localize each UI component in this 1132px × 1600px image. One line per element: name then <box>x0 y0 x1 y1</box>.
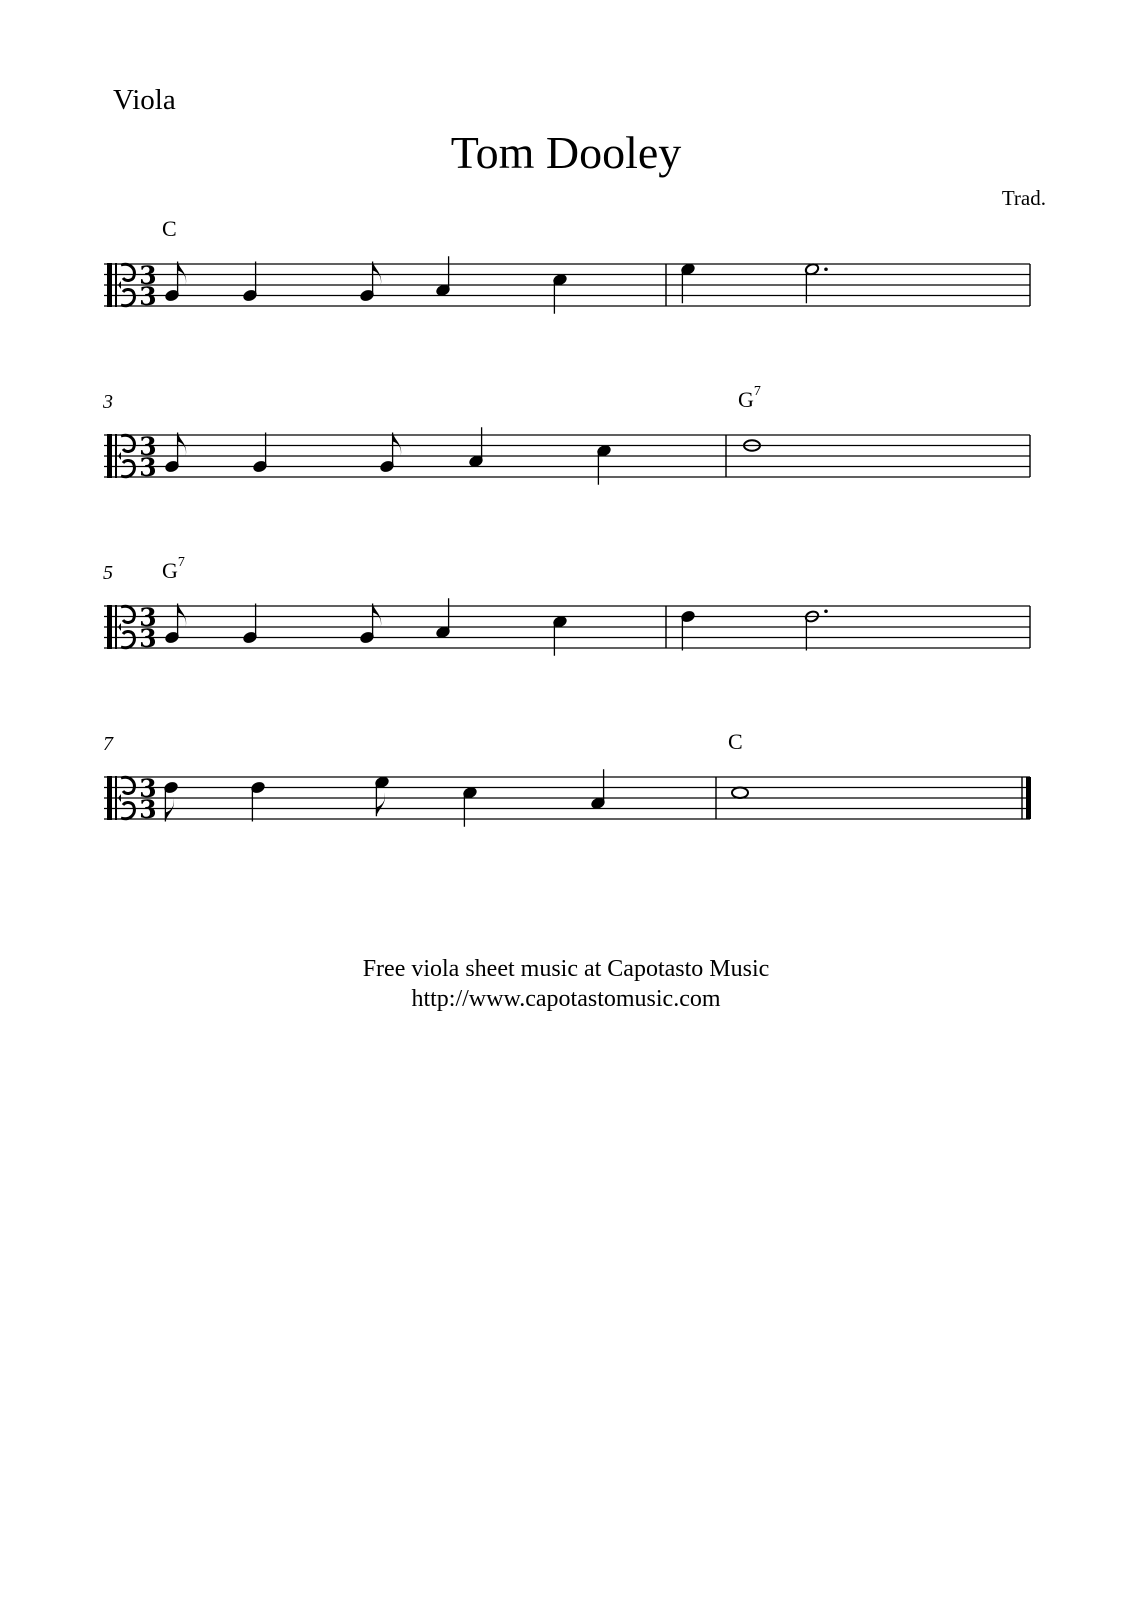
time-signature-numerator: 3 <box>139 774 157 803</box>
final-barline-thick <box>1026 777 1031 819</box>
note-eighth <box>163 781 178 822</box>
chord-root: G <box>738 387 754 412</box>
measure-number: 7 <box>103 733 113 755</box>
note-quarter <box>462 786 477 827</box>
time-signature-denominator: 3 <box>139 282 157 311</box>
composer-credit: Trad. <box>1001 186 1046 210</box>
time-signature-denominator: 3 <box>139 453 157 482</box>
time-signature-numerator: 3 <box>139 261 157 290</box>
chord-symbol <box>728 729 743 755</box>
footer-url[interactable]: http://www.capotastomusic.com <box>411 986 721 1012</box>
chord-extension: 7 <box>753 384 761 399</box>
instrument-label: Viola <box>113 84 176 116</box>
note-whole <box>732 788 748 798</box>
time-signature-numerator: 3 <box>139 432 157 461</box>
measure-number: 5 <box>103 562 113 584</box>
chord-root: C <box>162 216 177 241</box>
note-quarter <box>250 781 265 822</box>
note-quarter <box>590 769 605 810</box>
song-title: Tom Dooley <box>450 127 682 178</box>
chord-root: C <box>728 729 743 754</box>
measure-number: 3 <box>103 391 113 413</box>
chord-root: G <box>162 558 178 583</box>
chord-extension: 7 <box>177 555 185 570</box>
footer-credit: Free viola sheet music at Capotasto Music <box>362 956 770 982</box>
note-eighth <box>374 776 389 817</box>
time-signature-denominator: 3 <box>139 795 157 824</box>
time-signature-numerator: 3 <box>139 603 157 632</box>
time-signature-denominator: 3 <box>139 624 157 653</box>
